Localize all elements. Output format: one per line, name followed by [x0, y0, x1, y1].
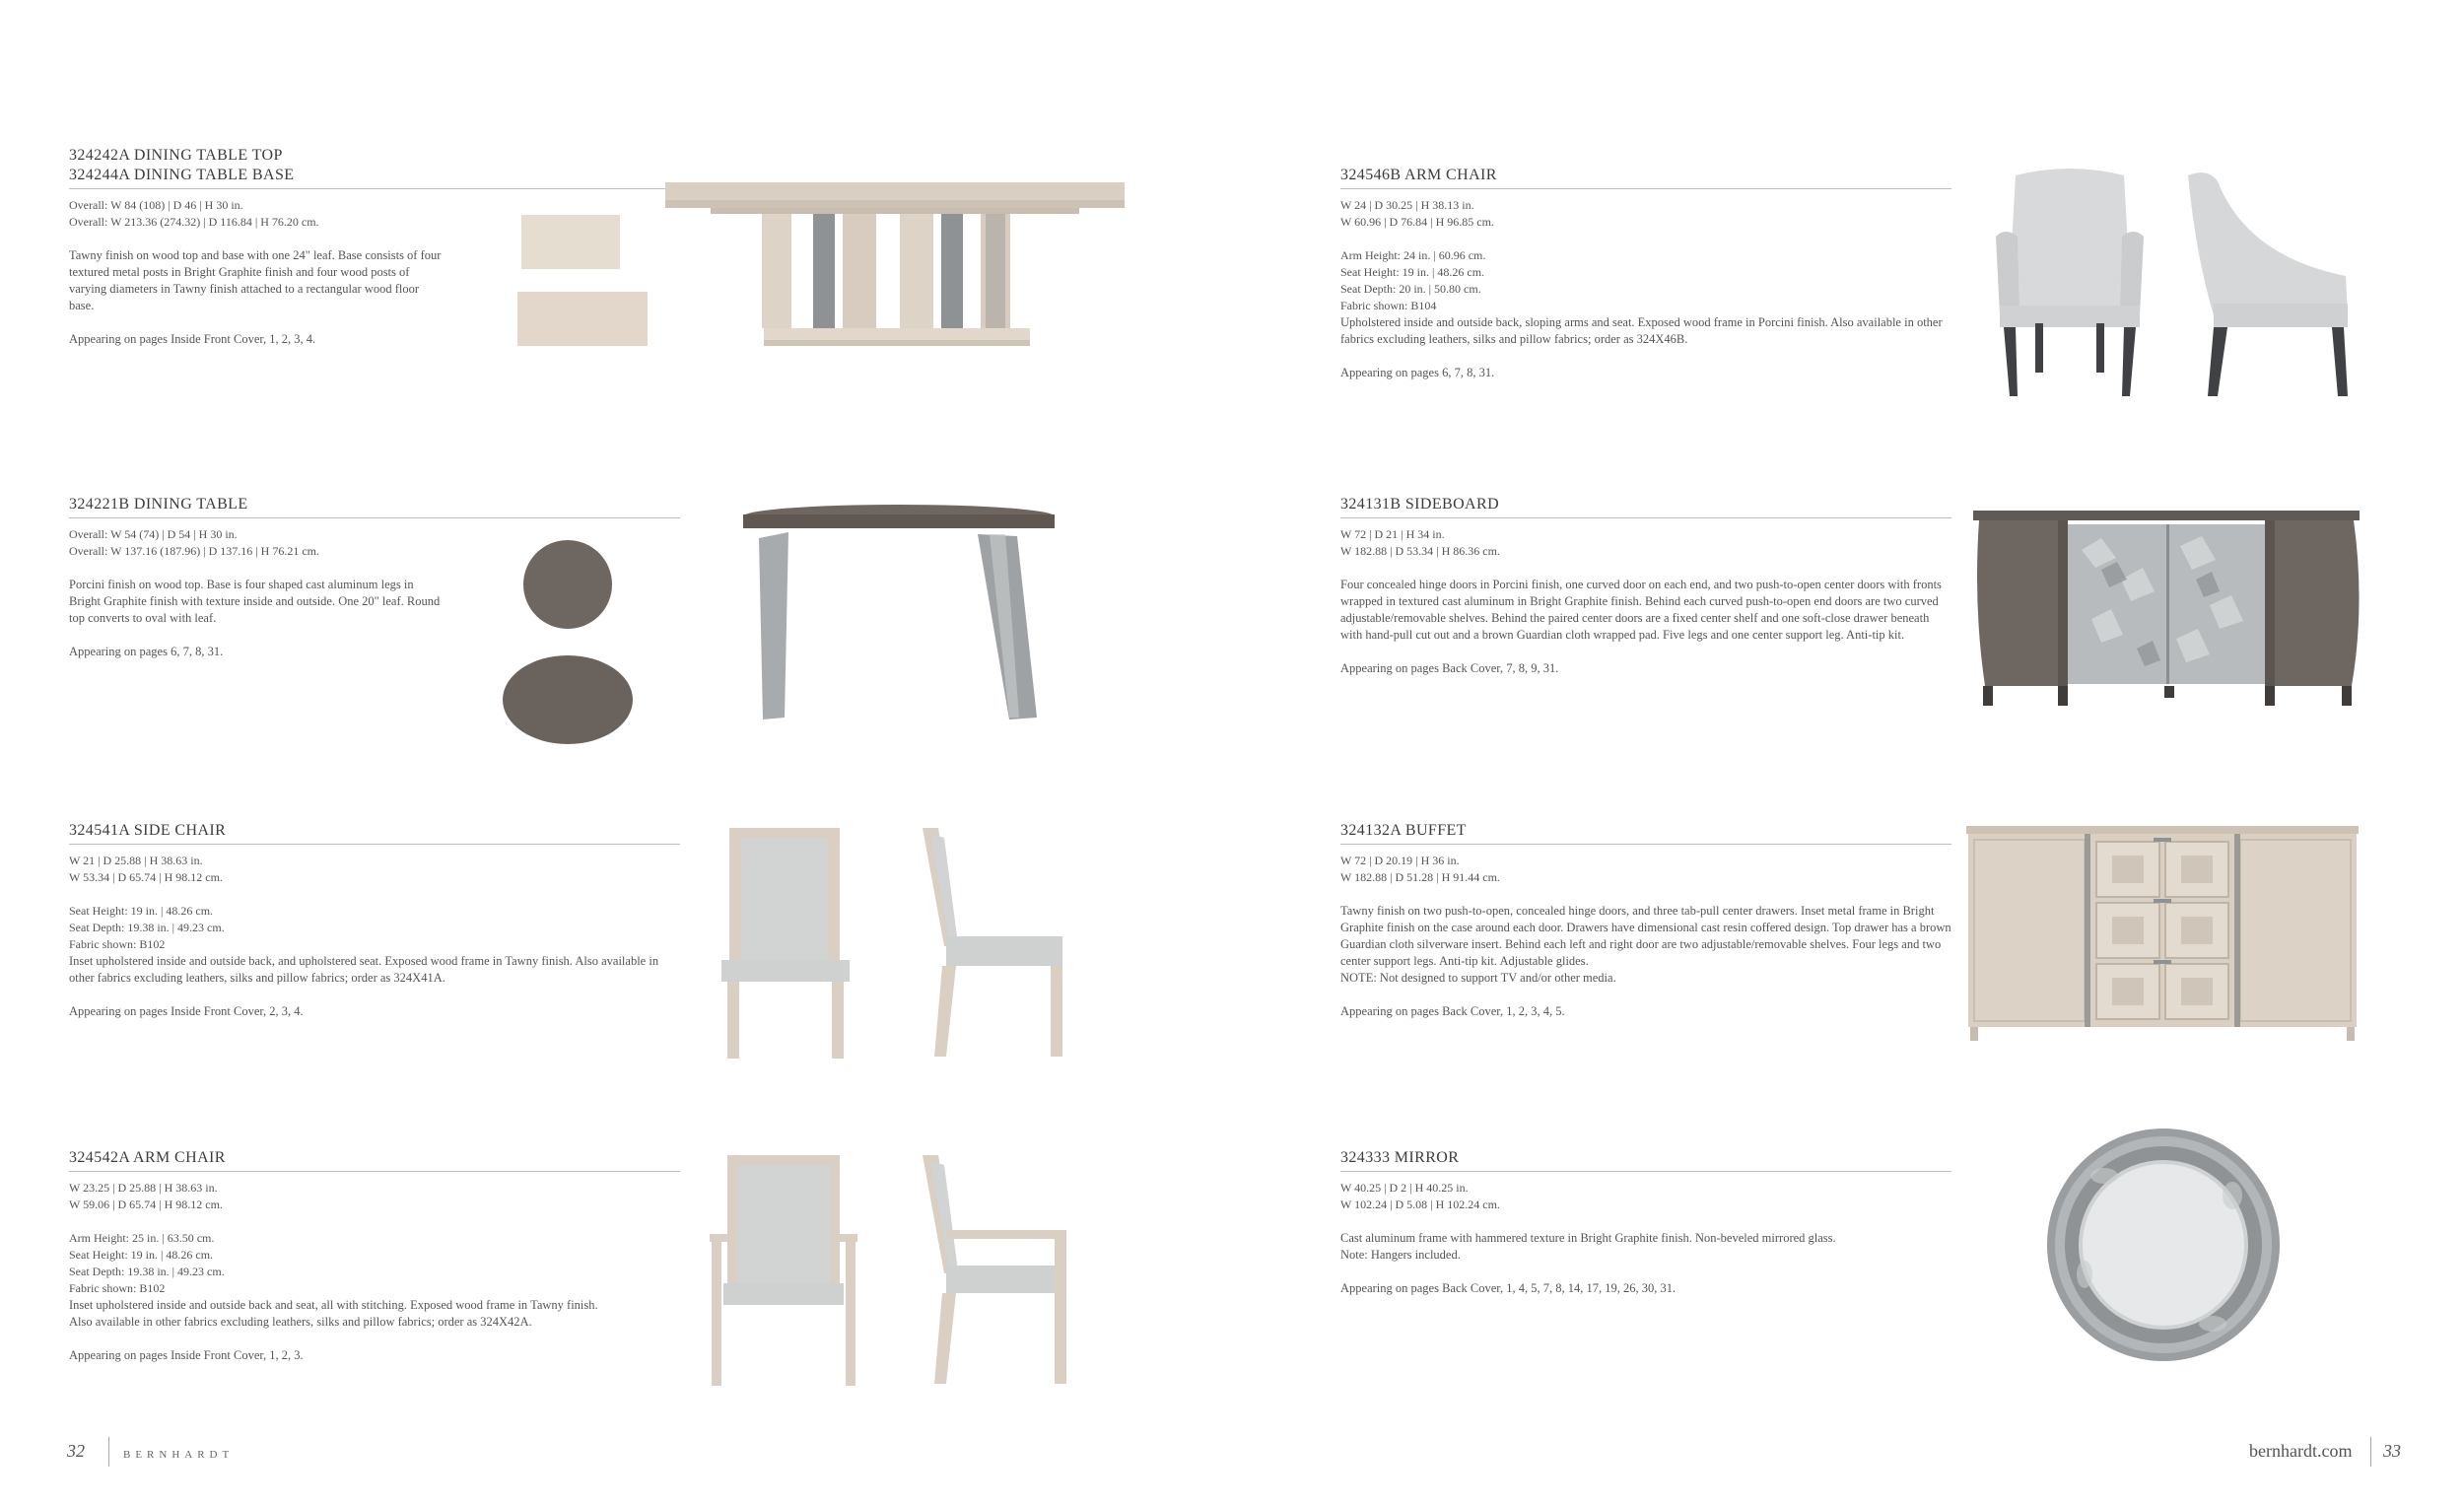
- round-mirror-image: [2045, 1127, 2282, 1363]
- product-description: Upholstered inside and outside back, sloping arms and seat. Exposed wood frame in Porcini finish. Also available in other fabrics excluding leathers, silks and pillow fabrics; order as 324X46B.: [1340, 315, 1943, 346]
- product-dimensions: W 40.25 | D 2 | H 40.25 in.: [1340, 1181, 1469, 1195]
- upholstered-arm-chair-front-image: [1996, 168, 2144, 404]
- product-description: Inset upholstered inside and outside back, and upholstered seat. Exposed wood frame in Tawny finish. Also available in other fabrics excluding leathers, silks and pillow fabrics; order as 324X41A.: [69, 954, 659, 985]
- title-rule: [69, 517, 680, 518]
- product-pages: Appearing on pages 6, 7, 8, 31.: [1340, 366, 1495, 379]
- product-dimensions: W 182.88 | D 51.28 | H 91.44 cm.: [1340, 870, 1500, 884]
- product-pages: Appearing on pages Inside Front Cover, 2, 3, 4.: [69, 1004, 304, 1018]
- arm-chair-front-image: [710, 1155, 857, 1387]
- title-rule: [1340, 188, 1951, 189]
- side-chair-side-image: [917, 828, 1074, 1060]
- product-dimensions: W 53.34 | D 65.74 | H 98.12 cm.: [69, 870, 223, 884]
- product-buffet: [1340, 821, 1951, 1020]
- product-title: 324131B SIDEBOARD: [1340, 496, 1500, 513]
- product-description: Inset upholstered inside and outside back and seat, all with stitching. Exposed wood frame in Tawny finish.: [69, 1298, 598, 1312]
- page-number-right: 33: [2383, 1441, 2401, 1461]
- product-title: 324242A DINING TABLE TOP: [69, 147, 283, 164]
- footer-divider: [108, 1437, 109, 1467]
- product-dimensions: Overall: W 213.36 (274.32) | D 116.84 | H 76.20 cm.: [69, 215, 319, 229]
- product-side-chair: [69, 821, 680, 1020]
- product-pages: Appearing on pages Back Cover, 1, 2, 3, 4, 5.: [1340, 1004, 1565, 1018]
- product-sideboard: [1340, 495, 1951, 677]
- product-description: Tawny finish on wood top and base with one 24" leaf. Base consists of four textured metal posts in Bright Graphite finish and four wood posts of varying diameters in Tawny finish attached to a rectangular wood floor base.: [69, 248, 442, 312]
- product-dimensions: W 59.06 | D 65.74 | H 98.12 cm.: [69, 1198, 223, 1211]
- buffet-image: [1966, 826, 2361, 1043]
- product-spec: Seat Height: 19 in. | 48.26 cm.: [69, 904, 214, 918]
- product-description-extra: NOTE: Not designed to support TV and/or other media.: [1340, 971, 1616, 985]
- product-arm-chair-upholstered: [1340, 166, 1951, 381]
- product-description: Cast aluminum frame with hammered texture in Bright Graphite finish. Non-beveled mirrored glass.: [1340, 1231, 1836, 1245]
- product-spec: Fabric shown: B102: [69, 937, 166, 951]
- product-title: 324333 MIRROR: [1340, 1149, 1460, 1166]
- title-rule: [69, 844, 680, 845]
- product-arm-chair-tawny: [69, 1148, 680, 1364]
- product-title: 324542A ARM CHAIR: [69, 1149, 226, 1166]
- finish-swatch-tawny: [517, 215, 665, 348]
- arm-chair-side-image: [917, 1155, 1074, 1387]
- product-title: 324221B DINING TABLE: [69, 496, 248, 513]
- product-dimensions: Overall: W 137.16 (187.96) | D 137.16 | H 76.21 cm.: [69, 544, 319, 558]
- title-rule: [69, 1171, 680, 1172]
- product-dimensions: Overall: W 54 (74) | D 54 | H 30 in.: [69, 527, 238, 541]
- product-dimensions: W 182.88 | D 53.34 | H 86.36 cm.: [1340, 544, 1500, 558]
- product-dimensions: W 102.24 | D 5.08 | H 102.24 cm.: [1340, 1198, 1500, 1211]
- product-title: 324132A BUFFET: [1340, 822, 1467, 839]
- product-mirror: [1340, 1148, 1951, 1297]
- product-description: Tawny finish on two push-to-open, concealed hinge doors, and three tab-pull center drawers. Inset metal frame in Bright Graphite finish on the case around each door. Drawers have dimensional cast resin coffered design. Top drawer has a brown Guardian cloth silverware insert. Behind each left and right door are two adjustable/removable shelves. Four legs and two center support legs. Anti-tip kit. Adjustable glides.: [1340, 904, 1951, 968]
- product-spec: Fabric shown: B104: [1340, 299, 1437, 312]
- product-pages: Appearing on pages Inside Front Cover, 1, 2, 3, 4.: [69, 332, 316, 346]
- product-pages: Appearing on pages Back Cover, 1, 4, 5, 7, 8, 14, 17, 19, 26, 30, 31.: [1340, 1281, 1677, 1295]
- title-rule: [1340, 844, 1951, 845]
- product-spec: Seat Depth: 20 in. | 50.80 cm.: [1340, 282, 1481, 296]
- product-spec: Fabric shown: B102: [69, 1281, 166, 1295]
- product-spec: Arm Height: 25 in. | 63.50 cm.: [69, 1231, 215, 1245]
- title-rule: [69, 188, 680, 189]
- product-pages: Appearing on pages 6, 7, 8, 31.: [69, 645, 224, 658]
- website-url[interactable]: bernhardt.com: [2249, 1441, 2353, 1461]
- finish-swatch-porcini: [503, 540, 641, 747]
- product-spec: Seat Depth: 19.38 in. | 49.23 cm.: [69, 921, 225, 934]
- product-spec: Seat Height: 19 in. | 48.26 cm.: [69, 1248, 214, 1262]
- side-chair-front-image: [721, 828, 850, 1060]
- page-number-left: 32: [67, 1441, 85, 1461]
- product-description-extra: Also available in other fabrics excluding leathers, silks and pillow fabrics; order as 324X42A.: [69, 1315, 532, 1329]
- sideboard-image: [1973, 511, 2367, 713]
- product-dimensions: W 21 | D 25.88 | H 38.63 in.: [69, 854, 203, 867]
- title-rule: [1340, 1171, 1951, 1172]
- product-dimensions: Overall: W 84 (108) | D 46 | H 30 in.: [69, 198, 243, 212]
- product-title: 324546B ARM CHAIR: [1340, 167, 1497, 183]
- product-dimensions: W 23.25 | D 25.88 | H 38.63 in.: [69, 1181, 218, 1195]
- product-description: Porcini finish on wood top. Base is four shaped cast aluminum legs in Bright Graphite finish with texture inside and outside. One 20" leaf. Round top converts to oval with leaf.: [69, 578, 441, 625]
- product-dimensions: W 72 | D 21 | H 34 in.: [1340, 527, 1445, 541]
- dining-table-round-image: [741, 501, 1057, 722]
- product-dimensions: W 72 | D 20.19 | H 36 in.: [1340, 854, 1460, 867]
- footer-divider: [2370, 1437, 2371, 1467]
- product-title: 324541A SIDE CHAIR: [69, 822, 227, 839]
- brand-logo-text: BERNHARDT: [123, 1449, 235, 1461]
- product-description-extra: Note: Hangers included.: [1340, 1248, 1461, 1262]
- product-spec: Seat Height: 19 in. | 48.26 cm.: [1340, 265, 1485, 279]
- dining-table-rectangular-image: [665, 182, 1129, 360]
- product-dimensions: W 60.96 | D 76.84 | H 96.85 cm.: [1340, 215, 1494, 229]
- product-pages: Appearing on pages Back Cover, 7, 8, 9, 31.: [1340, 661, 1559, 675]
- product-description: Four concealed hinge doors in Porcini finish, one curved door on each end, and two push-to-open center doors with fronts wrapped in textured cast aluminum in Bright Graphite finish. Behind each curved push-to-open end doors are two curved adjustable/removable shelves. Behind the paired center doors are a fixed center shelf and one soft-close drawer beneath with hand-pull cut out and a brown Guardian cloth wrapped pad. Five legs and one center support leg. Anti-tip kit.: [1340, 578, 1942, 642]
- title-rule: [1340, 517, 1951, 518]
- product-title: 324244A DINING TABLE BASE: [69, 167, 295, 183]
- product-spec: Seat Depth: 19.38 in. | 49.23 cm.: [69, 1265, 225, 1278]
- product-dimensions: W 24 | D 30.25 | H 38.13 in.: [1340, 198, 1474, 212]
- product-pages: Appearing on pages Inside Front Cover, 1, 2, 3.: [69, 1348, 304, 1362]
- upholstered-arm-chair-side-image: [2178, 168, 2356, 404]
- product-spec: Arm Height: 24 in. | 60.96 cm.: [1340, 248, 1486, 262]
